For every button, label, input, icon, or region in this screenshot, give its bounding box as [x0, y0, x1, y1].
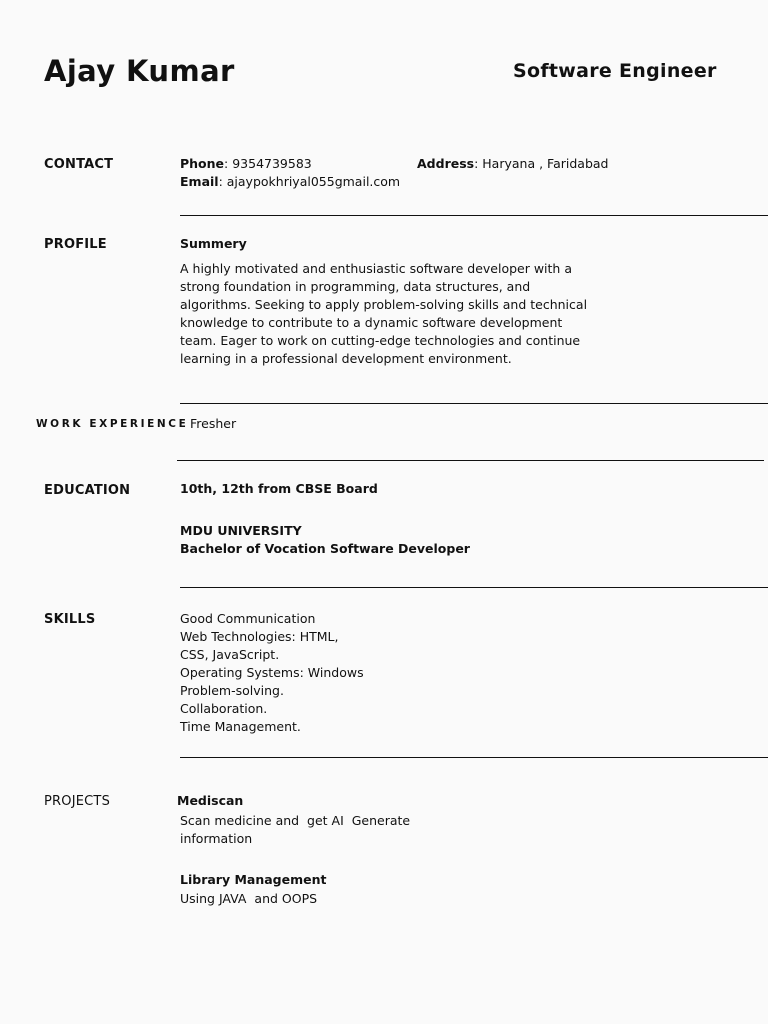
education-divider	[180, 587, 768, 588]
phone-label: Phone	[180, 156, 225, 171]
university-name: MDU UNIVERSITY	[180, 523, 302, 538]
work-divider	[177, 460, 764, 461]
skill-item: Good Communication	[180, 611, 316, 626]
address-value: Haryana , Faridabad	[482, 156, 609, 171]
work-heading: WORK EXPERIENCE	[36, 418, 189, 430]
project-description	[180, 890, 317, 908]
skill-item: Operating Systems: Windows	[180, 665, 364, 680]
address-label: Address	[417, 156, 475, 171]
profile-divider	[180, 403, 768, 404]
skill-item: Collaboration.	[180, 701, 268, 716]
skills-divider	[180, 757, 768, 758]
skill-item: Problem-solving.	[180, 683, 284, 698]
project-line: Scan medicine and get AI Generate	[180, 813, 411, 828]
summary-line: team. Eager to work on cutting-edge technologies and continue	[180, 333, 581, 348]
project-title: Mediscan	[177, 793, 244, 808]
skill-item: CSS, JavaScript.	[180, 647, 280, 662]
phone-line: Phone: 9354739583	[180, 156, 312, 171]
skill-item: Time Management.	[180, 719, 301, 734]
project-title: Library Management	[180, 872, 327, 887]
address-line: Address: Haryana , Faridabad	[417, 156, 609, 171]
project-description	[180, 812, 410, 848]
summary-line: learning in a professional development environment.	[180, 351, 512, 366]
school-entry: 10th, 12th from CBSE Board	[180, 481, 378, 496]
projects-heading: PROJECTS	[44, 794, 111, 809]
job-title: Software Engineer	[513, 60, 717, 82]
skills-heading: SKILLS	[44, 612, 96, 627]
education-heading: EDUCATION	[44, 483, 131, 498]
summary-line: A highly motivated and enthusiastic software developer with a	[180, 261, 572, 276]
profile-summary	[180, 260, 587, 368]
contact-divider	[180, 215, 768, 216]
skill-item: Web Technologies: HTML,	[180, 629, 339, 644]
work-value: Fresher	[190, 416, 237, 431]
skills-list	[180, 610, 364, 736]
email-value: ajaypokhriyal055gmail.com	[226, 174, 401, 189]
phone-value: 9354739583	[232, 156, 312, 171]
summary-line: algorithms. Seeking to apply problem-solving skills and technical	[180, 297, 588, 312]
project-line: Using JAVA and OOPS	[180, 891, 318, 906]
profile-subheading: Summery	[180, 236, 247, 251]
contact-heading: CONTACT	[44, 157, 114, 172]
candidate-name: Ajay Kumar	[44, 54, 235, 88]
profile-heading: PROFILE	[44, 237, 107, 252]
degree-name: Bachelor of Vocation Software Developer	[180, 541, 470, 556]
project-line: information	[180, 831, 253, 846]
email-label: Email	[180, 174, 219, 189]
email-line: Email: ajaypokhriyal055gmail.com	[180, 174, 401, 189]
summary-line: knowledge to contribute to a dynamic software development	[180, 315, 563, 330]
summary-line: strong foundation in programming, data structures, and	[180, 279, 531, 294]
